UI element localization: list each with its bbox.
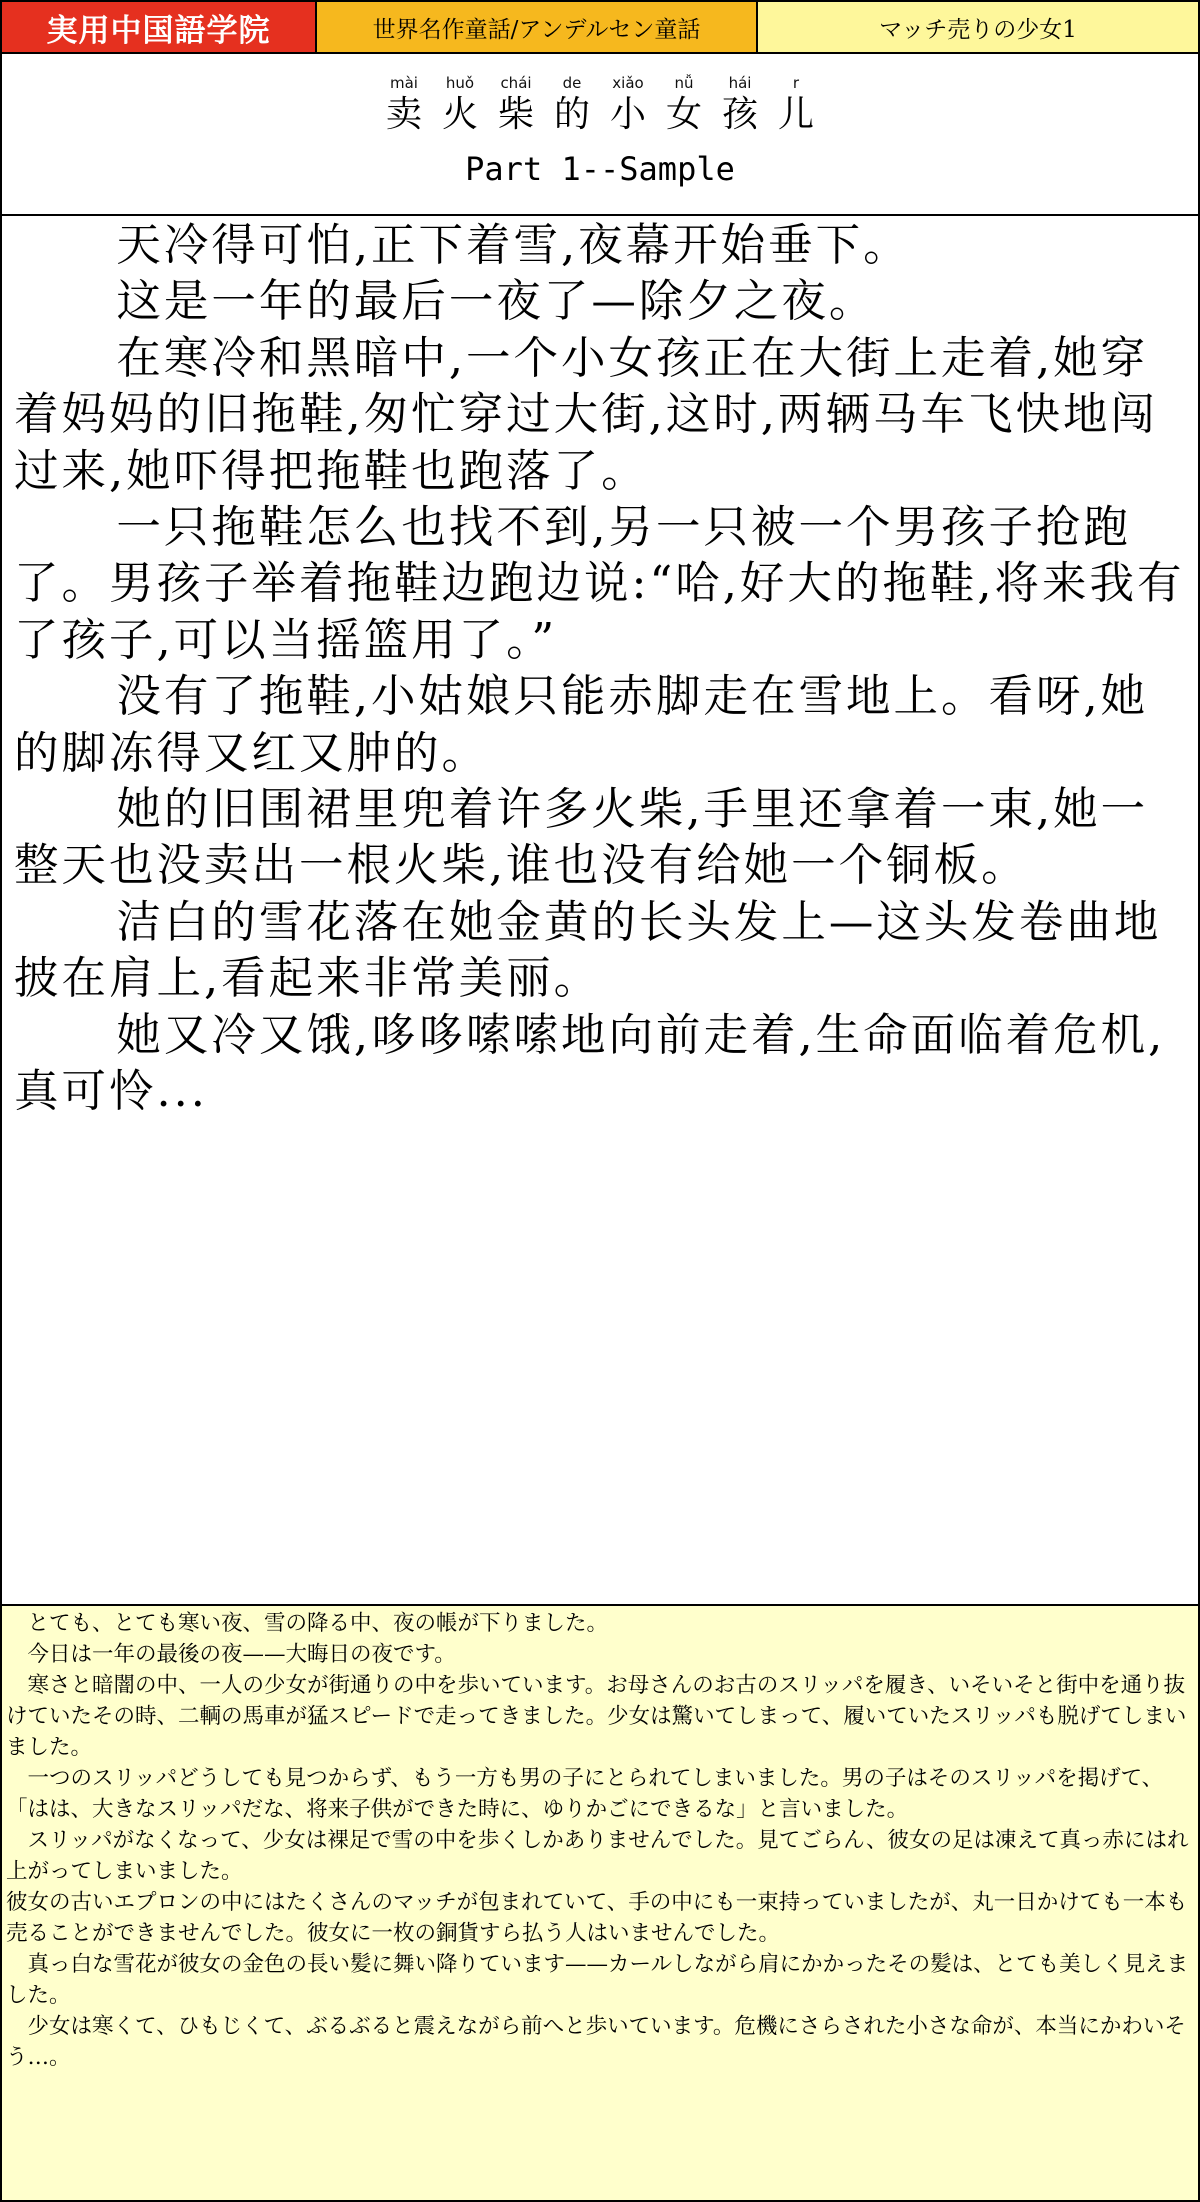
pinyin: chái	[500, 74, 532, 92]
japanese-paragraph: 真っ白な雪花が彼女の金色の長い髪に舞い降りています——カールしながら肩にかかったその髪は、とても美しく見えました。	[6, 1952, 1189, 2008]
title-char	[497, 74, 535, 138]
japanese-paragraph: とても、とても寒い夜、雪の降る中、夜の帳が下りました。	[27, 1611, 609, 1636]
chinese-paragraph: 一只拖鞋怎么也找不到,另一只被一个男孩子抢跑了。男孩子举着拖鞋边跑边说:“哈,好大的拖鞋,将来我有了孩子,可以当摇篮用了。”	[14, 502, 1185, 666]
pinyin: hái	[728, 74, 752, 92]
hanzi: 女	[665, 94, 702, 135]
pinyin: mài	[390, 74, 418, 92]
chinese-text	[2, 216, 1198, 1121]
chinese-paragraph: 这是一年的最后一夜了—除夕之夜。	[116, 276, 877, 328]
pinyin: nǚ	[674, 74, 694, 92]
title-ruby	[2, 74, 1198, 138]
chinese-paragraph: 她的旧围裙里兜着许多火柴,手里还拿着一束,她一整天也没卖出一根火柴,谁也没有给她一个铜板。	[14, 784, 1149, 892]
hanzi: 儿	[777, 94, 814, 135]
pinyin: de	[562, 74, 582, 92]
hanzi: 火	[441, 94, 478, 135]
title-char	[721, 74, 759, 138]
japanese-paragraph: 一つのスリッパどうしても見つからず、もう一方も男の子にとられてしまいました。男の子はそのスリッパを掲げて、「はは、大きなスリッパだな、将来子供ができた時に、ゆりかごにできるな」と言いました。	[6, 1766, 1164, 1822]
title-block	[2, 54, 1198, 216]
pinyin: r	[792, 74, 800, 92]
hanzi: 柴	[497, 94, 534, 135]
part-label: Part 1--Sample	[465, 150, 735, 188]
pinyin: huǒ	[445, 74, 475, 92]
chinese-paragraph: 天冷得可怕,正下着雪,夜幕开始垂下。	[116, 220, 911, 271]
japanese-paragraph: 彼女の古いエプロンの中にはたくさんのマッチが包まれていて、手の中にも一束持っていましたが、丸一日かけても一本も売ることができませんでした。彼女に一枚の銅貨すら払う人はいませんでした。	[6, 1890, 1188, 1946]
title-char	[553, 74, 591, 138]
series-label: 世界名作童話/アンデルセン童話	[317, 2, 758, 52]
chinese-paragraph: 洁白的雪花落在她金黄的长头发上—这头发卷曲地披在肩上,看起来非常美丽。	[14, 896, 1162, 1005]
title-char	[777, 74, 815, 138]
chinese-paragraph: 在寒冷和黑暗中,一个小女孩正在大街上走着,她穿着妈妈的旧拖鞋,匆忙穿过大街,这时,两辆马车飞快地闯过来,她吓得把拖鞋也跑落了。	[14, 332, 1158, 497]
japanese-paragraph: 今日は一年の最後の夜——大晦日の夜です。	[27, 1642, 456, 1667]
title-char	[385, 74, 423, 138]
chinese-paragraph: 没有了拖鞋,小姑娘只能赤脚走在雪地上。看呀,她的脚冻得又红又肿的。	[14, 671, 1149, 779]
japanese-paragraph: スリッパがなくなって、少女は裸足で雪の中を歩くしかありませんでした。見てごらん、彼女の足は凍えて真っ赤にはれ上がってしまいました。	[6, 1828, 1189, 1884]
japanese-text	[2, 1606, 1198, 2073]
header-bar	[2, 2, 1198, 54]
title-char	[665, 74, 703, 138]
japanese-translation-panel	[2, 1606, 1198, 2200]
chinese-text-panel	[2, 216, 1198, 1606]
pinyin: xiǎo	[612, 74, 644, 92]
hanzi: 的	[553, 94, 590, 135]
brand-label: 実用中国語学院	[2, 2, 317, 52]
chinese-paragraph: 她又冷又饿,哆哆嗦嗦地向前走着,生命面临着危机,真可怜...	[14, 1009, 1166, 1118]
hanzi: 小	[609, 94, 646, 135]
title-char	[609, 74, 647, 138]
japanese-paragraph: 少女は寒くて、ひもじくて、ぶるぶると震えながら前へと歩いています。危機にさらされた小さな命が、本当にかわいそう…。	[6, 2014, 1186, 2070]
hanzi: 孩	[721, 94, 758, 135]
title-char	[441, 74, 479, 138]
hanzi: 卖	[385, 94, 422, 135]
episode-label: マッチ売りの少女1	[758, 2, 1198, 52]
japanese-paragraph: 寒さと暗闇の中、一人の少女が街通りの中を歩いています。お母さんのお古のスリッパを履き、いそいそと街中を通り抜けていたその時、二輌の馬車が猛スピードで走ってきました。少女は驚いてしまって、履いていたスリッパも脱げてしまいました。	[6, 1673, 1187, 1760]
